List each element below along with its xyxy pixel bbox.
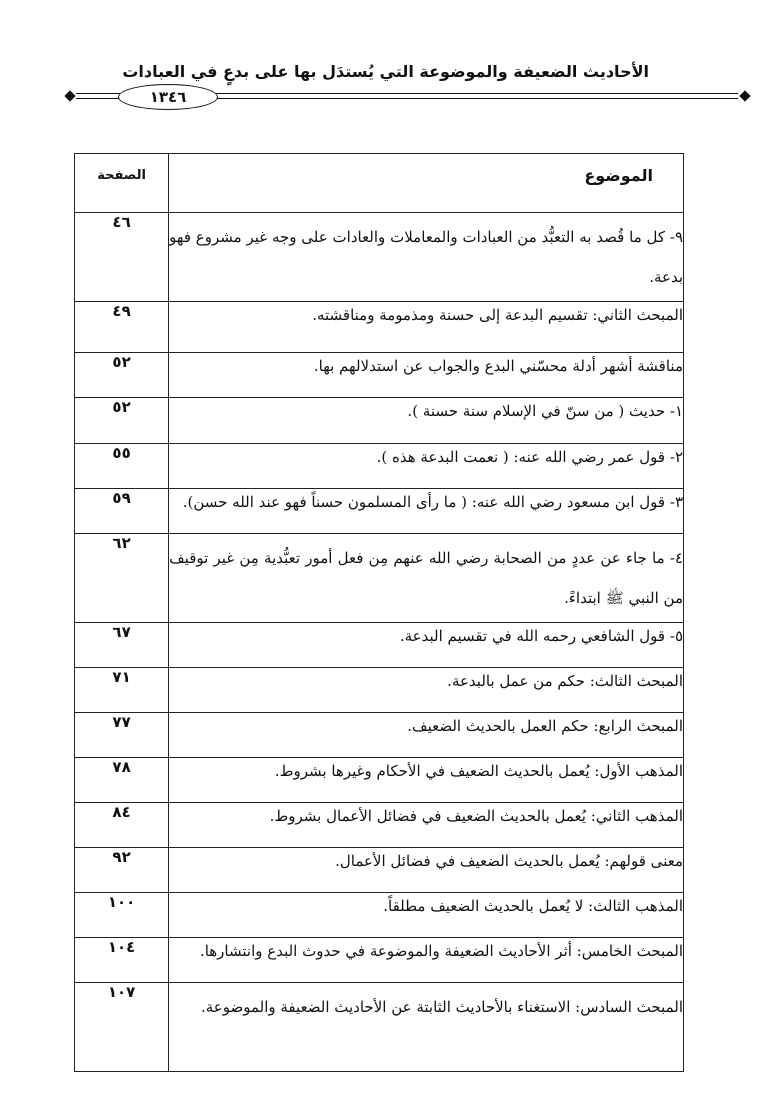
topic-cell: ١- حديث ( من سنّ في الإسلام سنة حسنة ). (169, 398, 684, 444)
topic-cell: المذهب الثاني: يُعمل بالحديث الضعيف في فضائل الأعمال بشروط. (169, 803, 684, 848)
page-cell: ٤٩ (75, 302, 169, 353)
page-cell: ٥٩ (75, 489, 169, 534)
page-cell: ٥٢ (75, 353, 169, 398)
topic-cell: ٤- ما جاء عن عددٍ من الصحابة رضي الله عنهم مِن فعل أمور تعبُّدية مِن غير توقيف من النبي ﷺ ابتداءً. (169, 534, 684, 623)
table-row (75, 668, 684, 713)
table-row (75, 938, 684, 983)
table-row (75, 803, 684, 848)
topic-cell: ٥- قول الشافعي رحمه الله في تقسيم البدعة. (169, 623, 684, 668)
page-cell: ٦٧ (75, 623, 169, 668)
table-row (75, 398, 684, 444)
topic-cell: ٢- قول عمر رضي الله عنه: ( نعمت البدعة هذه ). (169, 444, 684, 489)
page-column-header: الصفحة (75, 154, 169, 213)
topic-cell: المبحث الثاني: تقسيم البدعة إلى حسنة ومذمومة ومناقشته. (169, 302, 684, 353)
topic-cell: ٣- قول ابن مسعود رضي الله عنه: ( ما رأى المسلمون حسناً فهو عند الله حسن). (169, 489, 684, 534)
table-row (75, 713, 684, 758)
table-row (75, 848, 684, 893)
table-row (75, 534, 684, 623)
page-cell: ١٠٤ (75, 938, 169, 983)
table-header-row (75, 154, 684, 213)
contents-table (74, 153, 684, 1072)
topic-cell: المبحث الرابع: حكم العمل بالحديث الضعيف. (169, 713, 684, 758)
table-row (75, 444, 684, 489)
table-row (75, 893, 684, 938)
page-cell: ٩٢ (75, 848, 169, 893)
page-cell: ١٠٠ (75, 893, 169, 938)
topic-cell: المبحث الثالث: حكم من عمل بالبدعة. (169, 668, 684, 713)
topic-cell: المذهب الأول: يُعمل بالحديث الضعيف في الأحكام وغيرها بشروط. (169, 758, 684, 803)
page-cell: ٦٢ (75, 534, 169, 623)
header-rule-left-bottom (76, 98, 120, 99)
page-cell: ٤٦ (75, 213, 169, 302)
topic-cell: ٩- كل ما قُصد به التعبُّد من العبادات والمعاملات والعادات على وجه غير مشروع فهو بدعة. (169, 213, 684, 302)
table-row (75, 213, 684, 302)
header-rule-left-top (76, 93, 120, 94)
topic-column-header: الموضوع (169, 154, 684, 213)
running-header-title: الأحاديث الضعيفة والموضوعة التي يُستدَل بها على بدعٍ في العبادات (122, 62, 649, 81)
table-row (75, 983, 684, 1072)
page-cell: ١٠٧ (75, 983, 169, 1072)
header-rule-right-bottom (214, 98, 738, 99)
topic-cell: مناقشة أشهر أدلة محسّني البدع والجواب عن استدلالهم بها. (169, 353, 684, 398)
table-row (75, 623, 684, 668)
page-cell: ٧٧ (75, 713, 169, 758)
topic-cell: المذهب الثالث: لا يُعمل بالحديث الضعيف مطلقاً. (169, 893, 684, 938)
header-ornament-left-icon (64, 90, 75, 101)
page-cell: ٨٤ (75, 803, 169, 848)
page-cell: ٧١ (75, 668, 169, 713)
page-cell: ٥٥ (75, 444, 169, 489)
page-cell: ٧٨ (75, 758, 169, 803)
page-cell: ٥٢ (75, 398, 169, 444)
header-ornament-right-icon (739, 90, 750, 101)
table-row (75, 302, 684, 353)
topic-cell: المبحث السادس: الاستغناء بالأحاديث الثابتة عن الأحاديث الضعيفة والموضوعة. (169, 983, 684, 1072)
table-row (75, 758, 684, 803)
header-rule-right-top (214, 93, 738, 94)
topic-cell: معنى قولهم: يُعمل بالحديث الضعيف في فضائل الأعمال. (169, 848, 684, 893)
page-number-badge: ١٣٤٦ (118, 84, 218, 110)
topic-cell: المبحث الخامس: أثر الأحاديث الضعيفة والموضوعة في حدوث البدع وانتشارها. (169, 938, 684, 983)
table-row (75, 489, 684, 534)
table-row (75, 353, 684, 398)
